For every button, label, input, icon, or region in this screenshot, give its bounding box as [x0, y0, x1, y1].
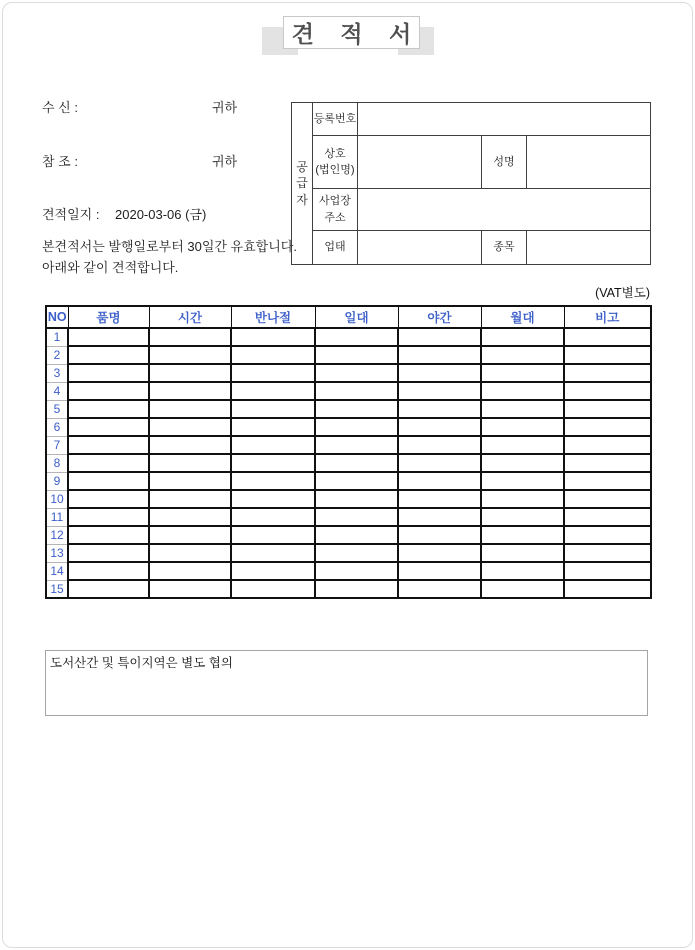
quote-cell-empty [149, 382, 231, 400]
quote-cell-empty [231, 562, 315, 580]
quote-cell-empty [68, 436, 149, 454]
quote-cell-empty [564, 544, 651, 562]
quote-cell-empty [149, 400, 231, 418]
quote-row [46, 328, 651, 346]
quote-row [46, 400, 651, 418]
quote-cell-empty [149, 436, 231, 454]
quote-cell-empty [231, 328, 315, 346]
quote-cell-empty [481, 346, 564, 364]
quote-cell-empty [481, 580, 564, 598]
quote-cell-empty [315, 580, 398, 598]
quote-cell-empty [564, 562, 651, 580]
quote-cell-empty [149, 328, 231, 346]
quote-cell-empty [68, 580, 149, 598]
quote-cell-empty [564, 346, 651, 364]
quote-cell-empty [68, 418, 149, 436]
quote-cell-empty [68, 472, 149, 490]
quote-cell-empty [68, 328, 149, 346]
quote-cell-empty [398, 454, 481, 472]
quote-cell-empty [68, 346, 149, 364]
quote-cell-empty [315, 454, 398, 472]
quote-cell-empty [564, 436, 651, 454]
quote-cell-empty [68, 544, 149, 562]
quote-cell-empty [68, 490, 149, 508]
quote-cell-empty [564, 472, 651, 490]
quote-cell-empty [398, 364, 481, 382]
item-label: 종목 [482, 231, 527, 265]
supplier-group-label: 공급자 [296, 160, 308, 207]
title-banner [283, 16, 420, 49]
quote-cell-empty [68, 508, 149, 526]
quote-row [46, 526, 651, 544]
quote-date-row [42, 204, 207, 223]
row-number: 2 [46, 346, 68, 364]
reference-row [42, 151, 238, 170]
quote-cell-empty [564, 508, 651, 526]
row-number: 6 [46, 418, 68, 436]
quote-cell-empty [231, 490, 315, 508]
quote-row [46, 454, 651, 472]
quote-row [46, 472, 651, 490]
header-hourly: 시간 [149, 306, 231, 328]
row-number: 3 [46, 364, 68, 382]
quote-cell-empty [231, 436, 315, 454]
reference-label: 참 조 : [42, 154, 78, 169]
quote-cell-empty [68, 400, 149, 418]
quote-table [45, 305, 652, 599]
quote-cell-empty [149, 562, 231, 580]
row-number: 5 [46, 400, 68, 418]
quote-cell-empty [481, 454, 564, 472]
quote-cell-empty [481, 490, 564, 508]
quote-cell-empty [231, 400, 315, 418]
quote-cell-empty [481, 328, 564, 346]
reg-no-label: 등록번호 [313, 103, 358, 136]
quote-cell-empty [481, 436, 564, 454]
quote-cell-empty [68, 526, 149, 544]
quote-row [46, 364, 651, 382]
row-number: 13 [46, 544, 68, 562]
quote-cell-empty [231, 544, 315, 562]
quote-cell-empty [149, 508, 231, 526]
reg-no-value [358, 103, 651, 136]
quote-table-header-row [46, 306, 651, 328]
vat-note: (VAT별도) [595, 286, 650, 300]
quote-cell-empty [149, 544, 231, 562]
quote-cell-empty [564, 400, 651, 418]
quote-row [46, 544, 651, 562]
quote-cell-empty [231, 508, 315, 526]
quote-cell-empty [481, 400, 564, 418]
row-number: 10 [46, 490, 68, 508]
quote-cell-empty [398, 400, 481, 418]
quote-table-body [46, 328, 651, 598]
header-halfday: 반나절 [231, 306, 315, 328]
quote-cell-empty [149, 580, 231, 598]
quote-cell-empty [315, 562, 398, 580]
quote-row [46, 562, 651, 580]
quote-cell-empty [398, 544, 481, 562]
quote-cell-empty [481, 544, 564, 562]
quote-cell-empty [231, 382, 315, 400]
quote-cell-empty [315, 382, 398, 400]
quote-row [46, 580, 651, 598]
quote-cell-empty [315, 472, 398, 490]
quote-cell-empty [398, 472, 481, 490]
quote-cell-empty [564, 328, 651, 346]
quote-cell-empty [149, 346, 231, 364]
quote-cell-empty [398, 418, 481, 436]
quote-cell-empty [564, 364, 651, 382]
business-type-label: 업태 [313, 231, 358, 265]
quote-cell-empty [149, 526, 231, 544]
quote-cell-empty [231, 472, 315, 490]
quote-cell-empty [315, 436, 398, 454]
company-value [358, 136, 482, 189]
quote-cell-empty [149, 364, 231, 382]
quote-row [46, 436, 651, 454]
quote-cell-empty [315, 418, 398, 436]
quote-row [46, 418, 651, 436]
quote-cell-empty [481, 508, 564, 526]
quote-cell-empty [231, 364, 315, 382]
quote-cell-empty [231, 454, 315, 472]
header-remarks: 비고 [564, 306, 651, 328]
quote-cell-empty [564, 490, 651, 508]
validity-text: 본견적서는 발행일로부터 30일간 유효합니다. [42, 239, 297, 254]
quote-cell-empty [564, 526, 651, 544]
quote-cell-empty [68, 454, 149, 472]
name-value [527, 136, 651, 189]
recipient-suffix: 귀하 [212, 100, 238, 115]
quote-cell-empty [149, 472, 231, 490]
supplier-group-cell [292, 103, 313, 265]
address-value [358, 189, 651, 231]
quote-cell-empty [315, 328, 398, 346]
quote-cell-empty [315, 364, 398, 382]
quote-cell-empty [481, 472, 564, 490]
quote-cell-empty [481, 364, 564, 382]
business-type-value [358, 231, 482, 265]
quote-row [46, 346, 651, 364]
address-label: 사업장 주소 [313, 189, 358, 231]
row-number: 15 [46, 580, 68, 598]
item-value [527, 231, 651, 265]
quote-cell-empty [398, 490, 481, 508]
row-number: 11 [46, 508, 68, 526]
reference-suffix: 귀하 [212, 154, 238, 169]
quote-cell-empty [564, 454, 651, 472]
quote-cell-empty [149, 490, 231, 508]
quote-cell-empty [315, 346, 398, 364]
quote-cell-empty [481, 526, 564, 544]
supplier-table [291, 102, 651, 265]
quote-cell-empty [398, 346, 481, 364]
quote-cell-empty [315, 400, 398, 418]
quote-cell-empty [315, 544, 398, 562]
page-title: 견 적 서 [291, 21, 422, 47]
header-item: 품명 [68, 306, 149, 328]
row-number: 12 [46, 526, 68, 544]
row-number: 1 [46, 328, 68, 346]
quote-cell-empty [68, 364, 149, 382]
quote-cell-empty [481, 562, 564, 580]
header-no: NO [46, 306, 68, 328]
quote-cell-empty [398, 580, 481, 598]
row-number: 4 [46, 382, 68, 400]
quote-row [46, 508, 651, 526]
quote-cell-empty [564, 418, 651, 436]
quote-cell-empty [398, 508, 481, 526]
company-label: 상호 (법인명) [313, 136, 358, 189]
quote-cell-empty [564, 580, 651, 598]
header-night: 야간 [398, 306, 481, 328]
row-number: 8 [46, 454, 68, 472]
quote-cell-empty [398, 436, 481, 454]
row-number: 9 [46, 472, 68, 490]
quote-cell-empty [398, 328, 481, 346]
quote-cell-empty [68, 562, 149, 580]
intro-text: 아래와 같이 견적합니다. [42, 260, 179, 275]
recipient-row [42, 97, 238, 116]
quote-cell-empty [481, 382, 564, 400]
quote-date-value: 2020-03-06 (금) [115, 207, 207, 222]
quote-cell-empty [398, 382, 481, 400]
quote-cell-empty [564, 382, 651, 400]
quote-cell-empty [231, 346, 315, 364]
row-number: 7 [46, 436, 68, 454]
quote-cell-empty [231, 526, 315, 544]
header-monthly: 월대 [481, 306, 564, 328]
quote-row [46, 382, 651, 400]
quote-cell-empty [315, 526, 398, 544]
header-daily: 일대 [315, 306, 398, 328]
quote-cell-empty [149, 418, 231, 436]
quote-row [46, 490, 651, 508]
quote-cell-empty [481, 418, 564, 436]
quote-cell-empty [149, 454, 231, 472]
quote-cell-empty [315, 508, 398, 526]
recipient-label: 수 신 : [42, 100, 78, 115]
quote-date-label: 견적일지 : [42, 207, 100, 222]
quote-cell-empty [315, 490, 398, 508]
footer-note-text: 도서산간 및 특이지역은 별도 협의 [50, 656, 233, 670]
row-number: 14 [46, 562, 68, 580]
quote-cell-empty [398, 562, 481, 580]
footer-note-box [45, 650, 648, 716]
quote-cell-empty [231, 418, 315, 436]
quote-cell-empty [231, 580, 315, 598]
quote-cell-empty [398, 526, 481, 544]
quote-cell-empty [68, 382, 149, 400]
name-label: 성명 [482, 136, 527, 189]
